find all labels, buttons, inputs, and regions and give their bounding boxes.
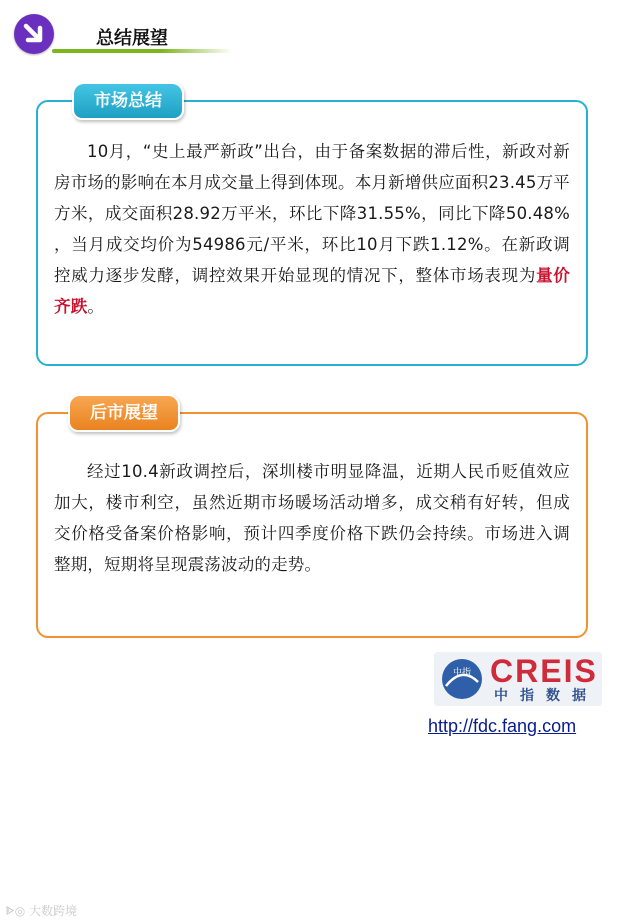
market-summary-body: 10月，“史上最严新政”出台，由于备案数据的滞后性，新政对新房市场的影响在本月成交量上得到体现。本月新增供应面积23.45万平方米，成交面积28.92万平米，环比下降31.55%，同比下降50.48% ，当月成交均价为54986元/平米，环比10月下跌1.12%。在新政调控威力逐步发酵，调控效果开始显现的情况下，整体市场表现为 (54, 142, 570, 285)
outlook-text: 经过10.4新政调控后，深圳楼市明显降温，近期人民币贬值效应加大，楼市利空，虽然近期市场暖场活动增多，成交稍有好转，但成交价格受备案价格影响，预计四季度价格下跌仍会持续。市场进入调整期，短期将呈现震荡波动的走势。 (54, 462, 570, 574)
title-underline (52, 49, 232, 53)
outlook-tab: 后市展望 (68, 394, 180, 432)
market-summary-text (54, 136, 570, 322)
creis-emblem-icon (440, 656, 484, 702)
logo-brand-text: CREIS (490, 653, 598, 689)
logo-subtitle: 中指数据 (494, 688, 598, 704)
watermark-text: 大数跨境 (29, 904, 78, 918)
market-summary-highlight: 量价齐跌 (54, 266, 570, 316)
market-summary-ending: 。 (87, 297, 105, 316)
page-title: 总结展望 (96, 28, 168, 49)
market-summary-tab: 市场总结 (72, 82, 184, 120)
market-summary-panel (36, 91, 588, 366)
outlook-panel (36, 403, 588, 638)
creis-logo (434, 652, 602, 706)
emblem-text: 中指 (453, 668, 472, 678)
arrow-down-right-icon (14, 14, 54, 54)
watermark (6, 902, 77, 919)
watermark-icon: ᐈ◎ (6, 904, 29, 918)
source-link[interactable]: http://fdc.fang.com (428, 716, 577, 736)
